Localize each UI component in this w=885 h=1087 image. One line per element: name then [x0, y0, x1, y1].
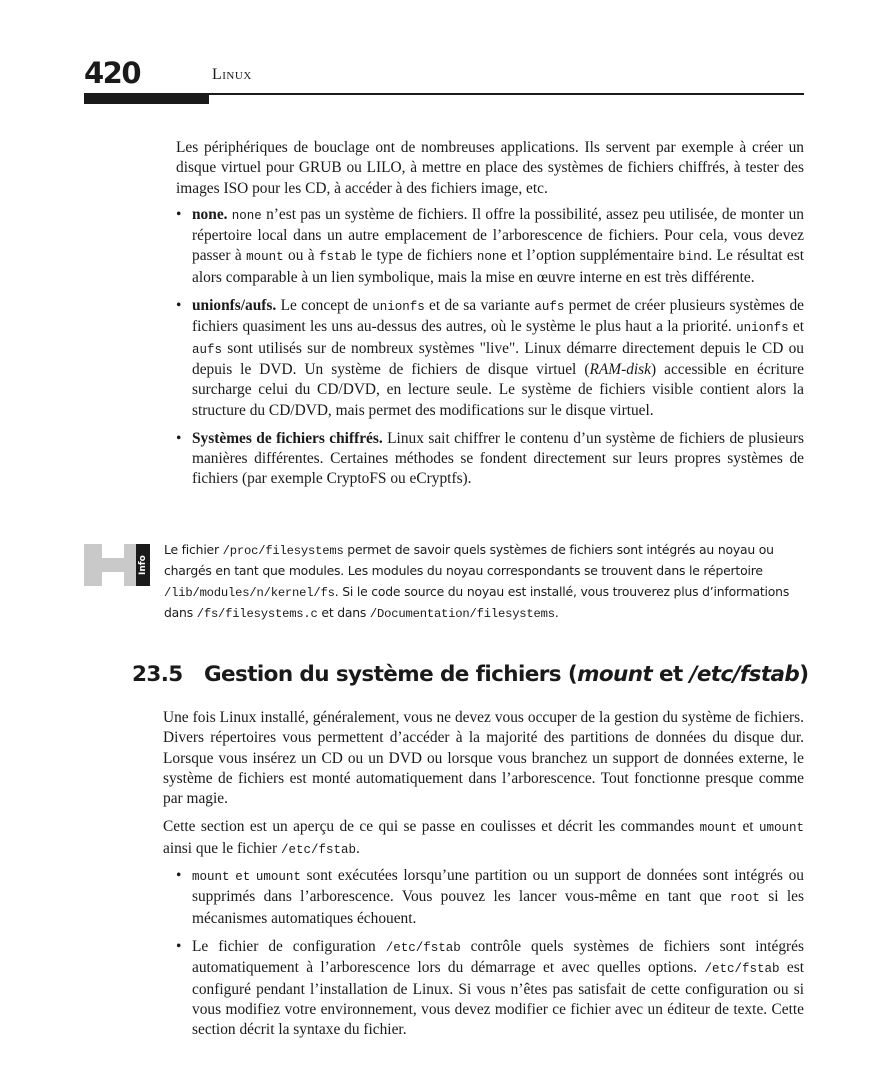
code-text: aufs [534, 300, 565, 315]
info-icon-shape [84, 544, 102, 586]
list-item [176, 866, 804, 929]
bullet-icon: • [176, 937, 182, 955]
list-item-text: Linux sait chiffrer le contenu d’un système de fichiers de plusieurs manières différentes. Certaines méthodes se fondent directement sur leurs propres systèmes de fichiers (par exemple CryptoFS ou eCryptfs). [192, 429, 804, 488]
section-list [176, 866, 804, 1040]
code-text: unionfs [372, 300, 425, 315]
bullet-icon: • [176, 429, 182, 447]
code-text: mount [699, 821, 738, 836]
bullet-icon: • [176, 297, 182, 315]
list-item [176, 205, 804, 288]
code-text: mount [246, 250, 284, 265]
code-text: /Documentation/filesystems [369, 606, 555, 621]
italic-text: /etc/fstab [689, 662, 800, 687]
list-item-term: Systèmes de fichiers chiffrés. [192, 429, 383, 447]
section-title: Gestion du système de fichiers (mount et /etc/fstab) [204, 662, 809, 687]
bullet-icon: • [176, 205, 182, 223]
code-text: fstab [319, 250, 357, 265]
running-title: Linux [212, 66, 252, 83]
section-number: 23.5 [132, 662, 183, 687]
code-text: none [476, 250, 507, 265]
italic-text: RAM-disk [589, 360, 651, 378]
code-text: et [235, 870, 251, 885]
info-text: Le fichier /proc/filesystems permet de savoir quels systèmes de fichiers sont intégrés au noyau ou chargés en tant que modules. Les modules du noyau correspondants se trouvent dans le répertoire /lib/modules/n/kernel/fs. Si le code source du noyau est installé, vous trouverez plus d’informations dans /fs/filesystems.c et dans /Documentation/filesystems. [164, 542, 790, 621]
main-content [176, 138, 804, 498]
section-paragraph: Cette section est un aperçu de ce qui se passe en coulisses et décrit les commandes mount et umount ainsi que le fichier /etc/fstab. [163, 818, 804, 857]
code-text: /proc/filesystems [222, 544, 344, 558]
section-paragraph: Une fois Linux installé, généralement, vous ne devez vous occuper de la gestion du système de fichiers. Divers répertoires vous permettent d’accéder à la majorité des partitions de données du disque dur. Lorsque vous insérez un CD ou un DVD ou lorsque vous branchez un support de données externe, le système de fichiers est monté automatiquement dans l’arborescence. Tout fonctionne presque comme par magie. [163, 709, 804, 808]
header-rule-bar [84, 93, 209, 104]
bullet-icon: • [176, 867, 182, 885]
code-text: aufs [192, 342, 223, 357]
page-number: 420 [84, 56, 141, 90]
list-item-text: Le fichier de configuration /etc/fstab contrôle quels systèmes de fichiers sont intégrés automatiquement à l’arborescence lors du démarrage et avec quelles options. /etc/fstab est configuré pendant l’installation de Linux. Si vous n’êtes pas satisfait de cette configuration ou si vous modifiez votre environnement, vous devez modifier ce fichier avec un éditeur de texte. Cette section décrit la syntaxe du fichier. [192, 937, 804, 1039]
list-item [176, 937, 804, 1040]
list-item-text: mount et umount sont exécutées lorsqu’une partition ou un support de données sont intégrés ou supprimés dans l’arborescence. Vous pouvez les lancer vous-même en tant que root si les mécanismes automatiques échouent. [192, 867, 805, 927]
code-text: /etc/fstab [704, 962, 780, 977]
info-icon-shape [124, 544, 136, 586]
info-icon-label: Info [136, 544, 150, 586]
code-text: mount [192, 870, 230, 885]
list-item [176, 296, 804, 421]
code-text: bind [678, 250, 709, 265]
code-text: /etc/fstab [385, 940, 461, 955]
section-body [163, 708, 804, 1048]
page-header [84, 52, 804, 106]
intro-paragraph: Les périphériques de bouclage ont de nombreuses applications. Ils servent par exemple à créer un disque virtuel pour GRUB ou LILO, à mettre en place des systèmes de fichiers chiffrés, à tester des images ISO pour les CD, à accéder à des fichiers image, etc. [176, 139, 804, 197]
list-item-term: unionfs/aufs. [192, 297, 277, 315]
code-text: umount [255, 870, 301, 885]
code-text: /fs/filesystems.c [196, 606, 318, 621]
code-text: umount [758, 821, 804, 836]
code-text: /etc/fstab [280, 842, 356, 857]
section-heading [132, 662, 812, 687]
code-text: /lib/modules/n/kernel/fs [164, 585, 335, 600]
info-icon-shape [102, 558, 124, 572]
list-item-text: Le concept de unionfs et de sa variante aufs permet de créer plusieurs systèmes de fichiers quasiment les uns au-dessus des autres, où le système le plus haut a la priorité. unionfs et aufs sont utilisés sur de nombreux systèmes "live". Linux démarre directement depuis le CD ou depuis le DVD. Un système de fichiers de disque virtuel (RAM-disk) accessible en écriture surcharge celui du CD/DVD, en lecture seule. Le système de fichiers visible contient alors la structure du CD/DVD, mais permet des modifications sur le disque virtuel. [192, 297, 804, 419]
info-note [84, 540, 804, 622]
info-icon [84, 544, 148, 586]
italic-text: mount [577, 662, 653, 687]
code-text: root [729, 891, 760, 906]
filesystem-type-list [176, 205, 804, 490]
code-text: unionfs [736, 321, 789, 336]
code-text: none [231, 208, 262, 223]
list-item [176, 429, 804, 490]
list-item-term: none. [192, 205, 228, 223]
list-item-text: none n’est pas un système de fichiers. Il offre la possibilité, assez peu utilisée, de monter un répertoire local dans un autre emplacement de l’arborescence de fichiers. Pour cela, vous devez passer à mount ou à fstab le type de fichiers none et l’option supplémentaire bind. Le résultat est alors comparable à un lien symbolique, mais la mise en œuvre interne en est très différente. [192, 205, 804, 286]
